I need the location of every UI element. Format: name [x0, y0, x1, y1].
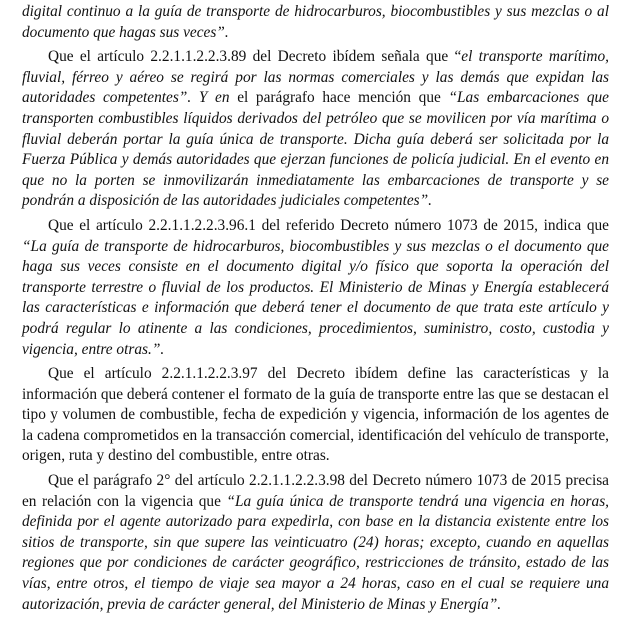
quoted-text: “La guía de transporte de hidrocarburos, biocombustibles y sus mezclas o el documento que haga sus veces consiste en el documento digital y/o físico que soporta la operación del transporte terrestre o fluvial de los productos. El Ministerio de Minas y Energía establecerá las características e información que deberá tener el documento de que trata este artículo y podrá regular lo atinente a las condiciones, procedimientos, suministro, costo, custodia y vigencia, entre otras.”.	[22, 237, 609, 358]
quoted-text: digital continuo a la guía de transporte de hidrocarburos, biocombustibles y sus mezclas o al documento que hagas sus veces”.	[22, 3, 609, 41]
body-text: Que el artículo 2.2.1.1.2.2.3.96.1 del referido Decreto número 1073 de 2015, indica que	[48, 216, 609, 234]
quoted-text: “Las embarcaciones que transporten combustibles líquidos derivados del petróleo que se movilicen por vía marítima o fluvial deberán portar la guía única de transporte. Dicha guía deberá ser solicitada por la Fuerza Pública y demás autoridades que ejerzan funciones de policía judicial. En el evento en que no la porten se inmovilizarán inmediatamente las embarcaciones de transporte y se pondrán a disposición de las autoridades judiciales competentes”.	[22, 89, 609, 210]
quoted-text: el transporte marítimo, fluvial, férreo y aéreo se regirá por las normas comerciales y las demás que expidan las autoridades competentes”. Y en	[22, 48, 609, 107]
paragraph-article-98	[22, 471, 609, 615]
paragraph-article-96-1	[22, 216, 609, 360]
body-text: el parágrafo hace mención que	[229, 89, 449, 107]
paragraph-article-89	[22, 47, 609, 212]
quoted-text: “La guía única de transporte tendrá una vigencia en horas, definida por el agente autorizado para expedirla, con base en la distancia existente entre los sitios de transporte, sin que supere las veinticuatro (24) horas; excepto, cuando en aquellas regiones que por condiciones de carácter geográfico, restricciones de tránsito, estado de las vías, entre otros, el tiempo de viaje sea mayor a 24 horas, caso en el cual se requiere una autorización, previa de carácter general, del Ministerio de Minas y Energía”.	[22, 492, 609, 613]
body-text: Que el artículo 2.2.1.1.2.2.3.97 del Decreto ibídem define las características y la información que deberá contener el formato de la guía de transporte entre las que se destacan el tipo y volumen de combustible, fecha de expedición y vigencia, información de los agentes de la cadena comprometidos en la transacción comercial, identificación del vehículo de transporte, origen, ruta y destino del combustible, entre otras.	[22, 365, 609, 465]
paragraph-continuation	[22, 2, 609, 43]
paragraph-article-97	[22, 364, 609, 467]
document-page	[22, 2, 609, 619]
body-text: Que el artículo 2.2.1.1.2.2.3.89 del Decreto ibídem señala que “	[48, 48, 462, 66]
body-text: Que el parágrafo 2° del artículo 2.2.1.1.2.2.3.98 del Decreto número 1073 de 2015 precisa en relación con la vigencia que	[22, 472, 609, 510]
